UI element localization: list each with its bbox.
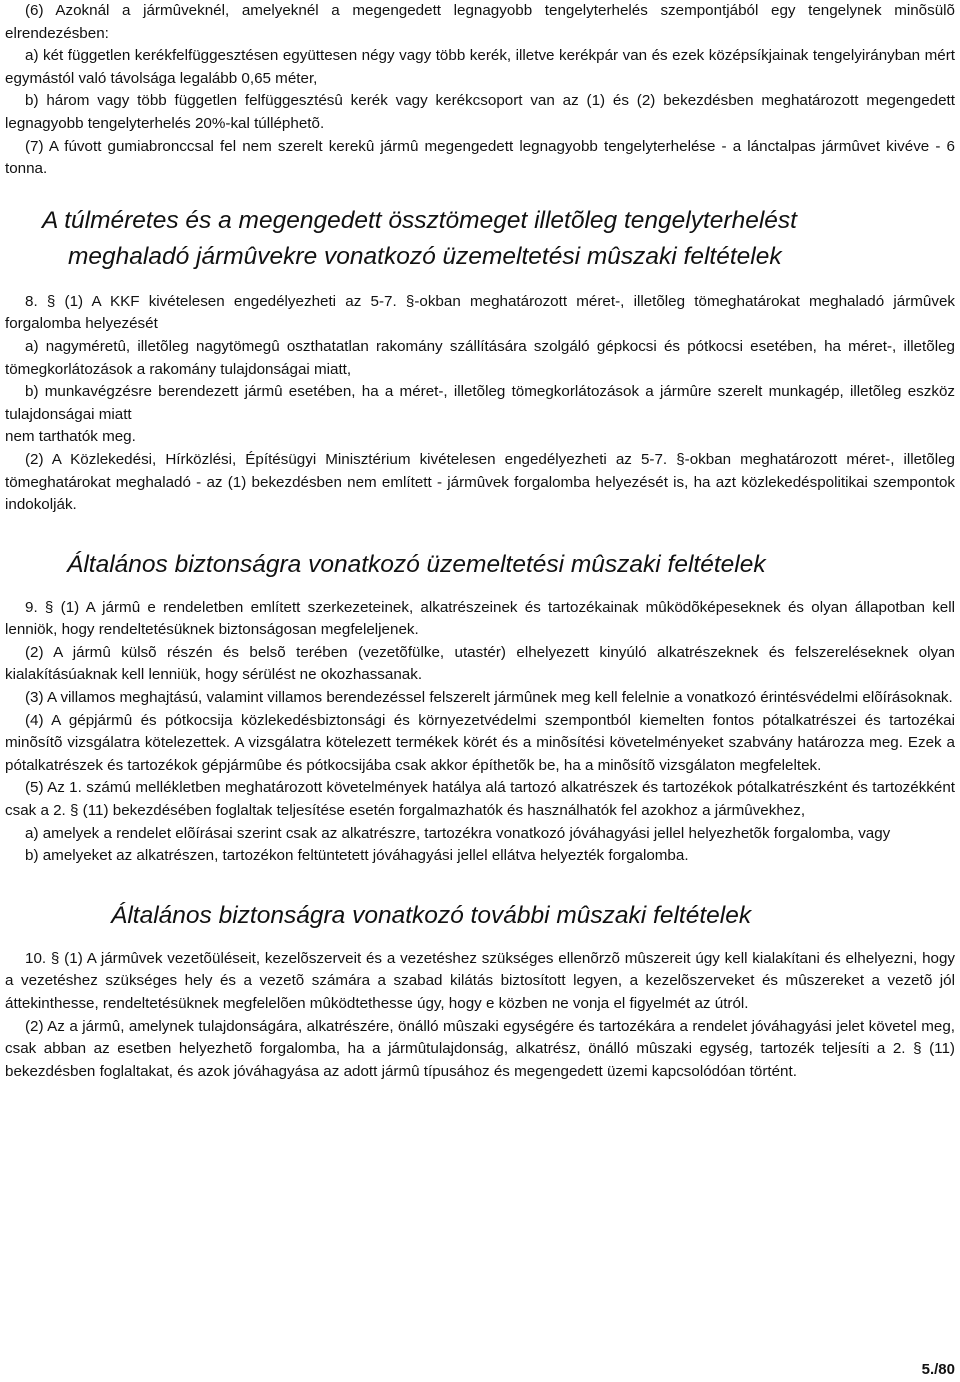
page-number: 5./80 — [921, 1361, 955, 1378]
section-9-point-a: a) amelyek a rendelet elõírásai szerint csak az alkatrészre, tartozékra vonatkozó jóváhagyási jellel helyezhetõk forgalomba, vagy — [25, 824, 891, 842]
section-9-para-3: (3) A villamos meghajtású, valamint villamos berendezéssel felszerelt jármûnek meg kell felelnie a vonatkozó érintésvédelmi elõírásoknak. — [25, 689, 953, 707]
section-heading-oversize — [5, 203, 955, 275]
section-heading-general-safety: Általános biztonságra vonatkozó üzemeltetési mûszaki feltételek — [67, 550, 766, 578]
section-8-closing: nem tarthatók meg. — [5, 428, 136, 446]
section-9-para-1: 9. § (1) A jármû e rendeletben említett szerkezeteinek, alkatrészeinek és tartozékainak mûködõképeseknek és olyan állapotban kell lenniök, hogy rendeltetésüknek biztonságosan megfeleljenek. — [5, 598, 955, 639]
section-8-point-a: a) nagyméretû, illetõleg nagytömegû oszthatatlan rakomány szállítására szolgáló gépkocsi és pótkocsi esetében, ha méret-, illetõleg tömegkorlátozások a rakomány tulajdonságai miatt, — [5, 337, 955, 378]
section-9-para-5: (5) Az 1. számú mellékletben meghatározott követelmények hatálya alá tartozó alkatrészek és tartozékok pótalkatrészként és tartozékként csak a 2. § (11) bekezdésében foglaltak teljesítése esetén forgalmazhatók és használhatók fel azokhoz a jármûvekhez, — [5, 779, 955, 820]
section-heading-line-1: A túlméretes és a megengedett össztömeget illetõleg tengelyterhelést — [42, 206, 797, 234]
section-8-para-2: (2) A Közlekedési, Hírközlési, Építésügyi Minisztérium kivételesen engedélyezheti az 5-7. §-okban meghatározott méret-, illetõleg tömeghatárokat meghaladó - az (1) bekezdésben nem említett - jármûvek forgalomba helyezését is, ha azt közlekedéspolitikai szempontok indokolják. — [5, 450, 955, 514]
document-page — [5, 0, 955, 1083]
section-heading-further-technical: Általános biztonságra vonatkozó további mûszaki feltételek — [111, 901, 752, 929]
section-10-para-2: (2) Az a jármû, amelynek tulajdonságára, alkatrészére, önálló mûszaki egységére és tartozékára a rendelet jóváhagyási jelet követel meg, csak abban az esetben helyezhetõ forgalomba, ha a jármûtulajdonság, alkatrész, önálló mûszaki egység, tartozék teljesíti a 2. § (11) bekezdésben foglaltakat, és azok jóváhagyása az adott jármû típusához és megengedett üzemi kapcsolódóan történt. — [5, 1017, 955, 1080]
paragraph-7: (7) A fúvott gumiabronccsal fel nem szerelt kerekû jármû megengedett legnagyobb tengelyterhelése - a lánctalpas jármûvet kivéve - 6 tonna. — [5, 137, 955, 178]
paragraph-6b: b) három vagy több független felfüggesztésû kerék vagy kerékcsoport van az (1) és (2) bekezdésben meghatározott megengedett legnagyobb tengelyterhelés 20%-kal túlléphetõ. — [5, 92, 955, 132]
section-9-para-2: (2) A jármû külsõ részén és belsõ terében (vezetõfülke, utastér) elhelyezett kinyúló alkatrészeknek és felszereléseknek olyan kialakításúaknak kell lenniük, hogy sérülést ne okozhassanak. — [5, 643, 955, 684]
paragraph-6: (6) Azoknál a jármûveknél, amelyeknél a megengedett legnagyobb tengelyterhelés szempontjából egy tengelynek minõsülõ elrendezésben: — [5, 2, 955, 42]
section-8-para-1: 8. § (1) A KKF kivételesen engedélyezheti az 5-7. §-okban meghatározott méret-, illetõleg tömeghatárokat meghaladó jármûvek forgalomba helyezését — [5, 292, 955, 333]
paragraph-6a: a) két független kerékfelfüggesztésen együttesen négy vagy több kerék, illetve kerékpár van és ezek középsíkjainak tengelyirányban mért egymástól való távolsága legalább 0,65 méter, — [5, 47, 955, 87]
section-8-point-b: b) munkavégzésre berendezett jármû esetében, ha a méret-, illetõleg tömegkorlátozások a jármûre szerelt munkagép, illetõleg eszköz tulajdonságai miatt — [5, 383, 955, 423]
section-heading-line-2: meghaladó jármûvekre vonatkozó üzemeltetési mûszaki feltételek — [68, 242, 782, 270]
section-9-point-b: b) amelyeket az alkatrészen, tartozékon feltüntetett jóváhagyási jellel ellátva helyezték forgalomba. — [25, 847, 689, 865]
section-10-para-1: 10. § (1) A jármûvek vezetõüléseit, kezelõszerveit és a vezetéshez szükséges ellenõrzõ mûszereit úgy kell kialakítani és elhelyezni, hogy a vezetéshez szükséges hely és a vezetõ számára a szabad kilátás biztosított legyen, a kezelõszerveket és mûszereket a vezetõ jól áttekinthesse, rendeltetésüknek megfelelõen mûködtethesse úgy, hogy e közben ne vonja el figyelmét az útról. — [5, 949, 955, 1012]
section-9-para-4: (4) A gépjármû és pótkocsija közlekedésbiztonsági és környezetvédelmi szempontból kiemelten fontos pótalkatrészei és tartozékai minõsítõ vizsgálatra kötelezettek. A vizsgálatra kötelezett termékek körét és a minõsítési követelményeket szabvány határozza meg. Ezek a pótalkatrészek és tartozékok gépjármûbe és pótkocsijába csak akkor építhetõk be, ha a minõsítõ vizsgálaton megfeleltek. — [5, 711, 955, 774]
